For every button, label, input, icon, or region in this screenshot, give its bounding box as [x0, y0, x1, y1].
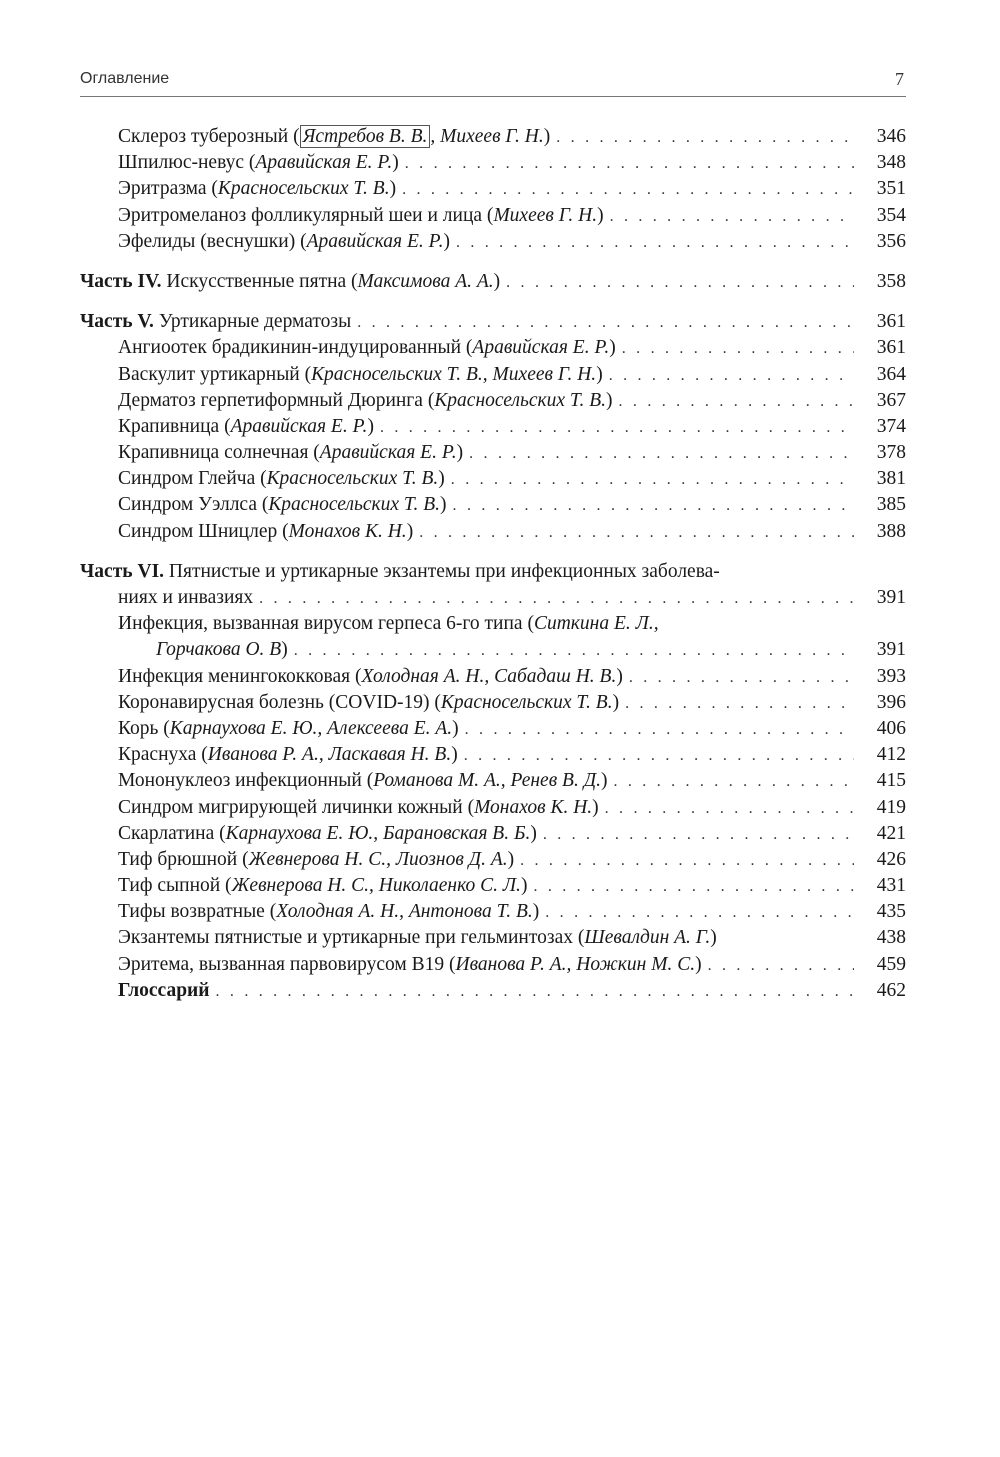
- toc-entry-label: Васкулит уртикарный (Красносельских Т. В., Михеев Г. Н.): [118, 363, 603, 385]
- toc-entry[interactable]: [80, 150, 906, 176]
- toc-page-number: 364: [876, 363, 906, 385]
- toc-entry[interactable]: [80, 124, 906, 150]
- toc-page-number: 438: [876, 927, 906, 949]
- toc-entry[interactable]: [80, 335, 906, 361]
- dot-leader: [405, 151, 854, 177]
- toc-entry-label: Эритразма (Красносельских Т. В.): [118, 178, 397, 200]
- dot-leader: [357, 310, 854, 336]
- toc-entry-label: Тиф сыпной (Жевнерова Н. С., Николаенко С. Л.): [118, 875, 528, 897]
- toc-page-number: 381: [876, 468, 906, 490]
- toc-entry-label: Тиф брюшной (Жевнерова Н. С., Лиознов Д. А.): [118, 848, 515, 870]
- toc-entry[interactable]: [80, 388, 906, 414]
- toc-page-number: 378: [876, 442, 906, 464]
- dot-leader: [605, 796, 854, 822]
- toc-page-number: 462: [876, 979, 906, 1001]
- toc-entry[interactable]: [80, 873, 906, 899]
- toc-entry[interactable]: [80, 821, 906, 847]
- toc-page-number: 415: [876, 770, 906, 792]
- toc-entry-label: Глоссарий: [118, 979, 210, 1001]
- toc-entry[interactable]: [80, 690, 906, 716]
- toc-entry-label: Краснуха (Иванова Р. А., Ласкавая Н. В.): [118, 744, 458, 766]
- toc-page-number: 367: [876, 389, 906, 411]
- toc-part-iv[interactable]: [80, 269, 906, 295]
- highlighted-author: Ястребов В. В.: [300, 125, 431, 148]
- dot-leader: [453, 493, 854, 519]
- toc-page-number: 346: [876, 126, 906, 147]
- toc-entry-label: Часть V. Уртикарные дерматозы: [80, 311, 352, 333]
- dot-leader: [216, 979, 854, 1005]
- dot-leader: [609, 363, 854, 389]
- dot-leader: [622, 336, 854, 362]
- dot-leader: [451, 467, 854, 493]
- dot-leader: [556, 125, 854, 151]
- toc-page-number: 396: [876, 691, 906, 713]
- toc-part-vi-continued[interactable]: [80, 585, 906, 611]
- toc-page-number: 435: [876, 901, 906, 923]
- toc-entry[interactable]: [80, 742, 906, 768]
- dot-leader: [402, 177, 854, 203]
- toc-entry-label: Горчакова О. В): [156, 639, 288, 661]
- toc-entry-label: Часть IV. Искусственные пятна (Максимова А. А.): [80, 270, 501, 292]
- toc-entry-label: Коронавирусная болезнь (COVID-19) (Красносельских Т. В.): [118, 691, 620, 713]
- toc-entry[interactable]: [80, 362, 906, 388]
- toc-page-number: 361: [876, 337, 906, 359]
- toc-entry[interactable]: [80, 847, 906, 873]
- dot-leader: [464, 743, 854, 769]
- toc-entry-label: Синдром Уэллса (Красносельских Т. В.): [118, 494, 447, 516]
- toc-entry[interactable]: [80, 466, 906, 492]
- toc-page-number: 391: [876, 639, 906, 661]
- toc-entry[interactable]: [80, 229, 906, 255]
- dot-leader: [708, 953, 854, 979]
- page-number: 7: [895, 69, 904, 89]
- toc-page-number: 361: [876, 311, 906, 333]
- dot-leader: [465, 717, 854, 743]
- toc-part-vi[interactable]: [80, 559, 906, 585]
- toc-page-number: 388: [876, 520, 906, 542]
- toc-page-number: 374: [876, 415, 906, 437]
- toc-entry-label: Синдром Шницлер (Монахов К. Н.): [118, 520, 414, 542]
- dot-leader: [625, 691, 854, 717]
- dot-leader: [619, 389, 854, 415]
- toc-entry-label: Эритромеланоз фолликулярный шеи и лица (Михеев Г. Н.): [118, 204, 604, 226]
- dot-leader: [543, 822, 854, 848]
- toc-entry-label: Склероз туберозный ( Ястребов В. В. , Михеев Г. Н.): [118, 126, 551, 147]
- toc-part-v[interactable]: [80, 309, 906, 335]
- toc-page-number: 459: [876, 953, 906, 975]
- toc-page-number: 419: [876, 796, 906, 818]
- toc-entry[interactable]: [80, 925, 906, 951]
- dot-leader: [380, 415, 854, 441]
- toc-entry-label: Мононуклеоз инфекционный (Романова М. А., Ренев В. Д.): [118, 770, 608, 792]
- toc-page-number: 358: [876, 270, 906, 292]
- toc-page-number: 351: [876, 178, 906, 200]
- toc-entry-continued[interactable]: [80, 637, 906, 663]
- toc-entry[interactable]: [80, 519, 906, 545]
- toc-page-number: 348: [876, 152, 906, 174]
- toc-glossary[interactable]: [80, 978, 906, 1004]
- toc-entry[interactable]: [80, 611, 906, 637]
- toc-page-number: 393: [876, 665, 906, 687]
- toc-entry-label: Крапивница (Аравийская Е. Р.): [118, 415, 374, 437]
- toc-entry-label: Ангиоотек брадикинин-индуцированный (Аравийская Е. Р.): [118, 337, 616, 359]
- toc-entry-label: Инфекция менингококковая (Холодная А. Н., Сабадаш Н. В.): [118, 665, 623, 687]
- toc-entry[interactable]: [80, 768, 906, 794]
- dot-leader: [506, 270, 854, 296]
- toc-page-number: 385: [876, 494, 906, 516]
- toc-page-number: 391: [876, 587, 906, 608]
- toc-entry[interactable]: [80, 414, 906, 440]
- toc-entry-label: Синдром мигрирующей личинки кожный (Монахов К. Н.): [118, 796, 599, 818]
- running-title: Оглавление: [80, 70, 170, 87]
- toc-entry-label: ниях и инвазиях: [118, 587, 254, 608]
- toc-entry[interactable]: [80, 440, 906, 466]
- toc-page-number: 412: [876, 744, 906, 766]
- dot-leader: [456, 230, 854, 256]
- toc-entry[interactable]: [80, 952, 906, 978]
- dot-leader: [294, 638, 854, 664]
- toc-entry[interactable]: [80, 899, 906, 925]
- toc-entry-label: Скарлатина (Карнаухова Е. Ю., Барановская В. Б.): [118, 822, 537, 844]
- dot-leader: [629, 665, 854, 691]
- toc-page-number: 421: [876, 822, 906, 844]
- toc-entry-label: Крапивница солнечная (Аравийская Е. Р.): [118, 442, 464, 464]
- toc-entry-label: Шпилюс-невус (Аравийская Е. Р.): [118, 152, 399, 174]
- toc-page-number: 356: [876, 230, 906, 252]
- toc-entry-label: Синдром Глейча (Красносельских Т. В.): [118, 468, 445, 490]
- toc-entry-label: Эфелиды (веснушки) (Аравийская Е. Р.): [118, 230, 450, 252]
- dot-leader: [259, 586, 854, 612]
- dot-leader: [520, 848, 854, 874]
- dot-leader: [610, 204, 854, 230]
- toc-entry[interactable]: [80, 176, 906, 202]
- toc-page-number: 431: [876, 875, 906, 897]
- dot-leader: [469, 441, 854, 467]
- toc-entry[interactable]: [80, 203, 906, 229]
- dot-leader: [419, 520, 854, 546]
- dot-leader: [533, 874, 854, 900]
- toc-entry-label: Тифы возвратные (Холодная А. Н., Антонова Т. В.): [118, 901, 540, 923]
- toc-entry-label: Инфекция, вызванная вирусом герпеса 6-го типа (Ситкина Е. Л.,: [118, 613, 659, 635]
- toc-entry-label: Корь (Карнаухова Е. Ю., Алексеева Е. А.): [118, 717, 459, 739]
- dot-leader: [614, 769, 855, 795]
- dot-leader: [545, 900, 854, 926]
- table-of-contents: [80, 124, 906, 1004]
- running-head: [80, 70, 906, 97]
- toc-entry[interactable]: [80, 795, 906, 821]
- toc-entry-label: Эритема, вызванная парвовирусом В19 (Иванова Р. А., Ножкин М. С.): [118, 953, 702, 975]
- toc-entry[interactable]: [80, 716, 906, 742]
- toc-entry-label: Экзантемы пятнистые и уртикарные при гельминтозах (Шевалдин А. Г.): [118, 927, 717, 949]
- toc-page-number: 354: [876, 204, 906, 226]
- toc-entry[interactable]: [80, 664, 906, 690]
- toc-entry[interactable]: [80, 492, 906, 518]
- toc-page-number: 406: [876, 717, 906, 739]
- toc-page-number: 426: [876, 848, 906, 870]
- toc-entry-label: Дерматоз герпетиформный Дюринга (Красносельских Т. В.): [118, 389, 613, 411]
- toc-entry-label: Часть VI. Пятнистые и уртикарные экзантемы при инфекционных заболева-: [80, 560, 720, 582]
